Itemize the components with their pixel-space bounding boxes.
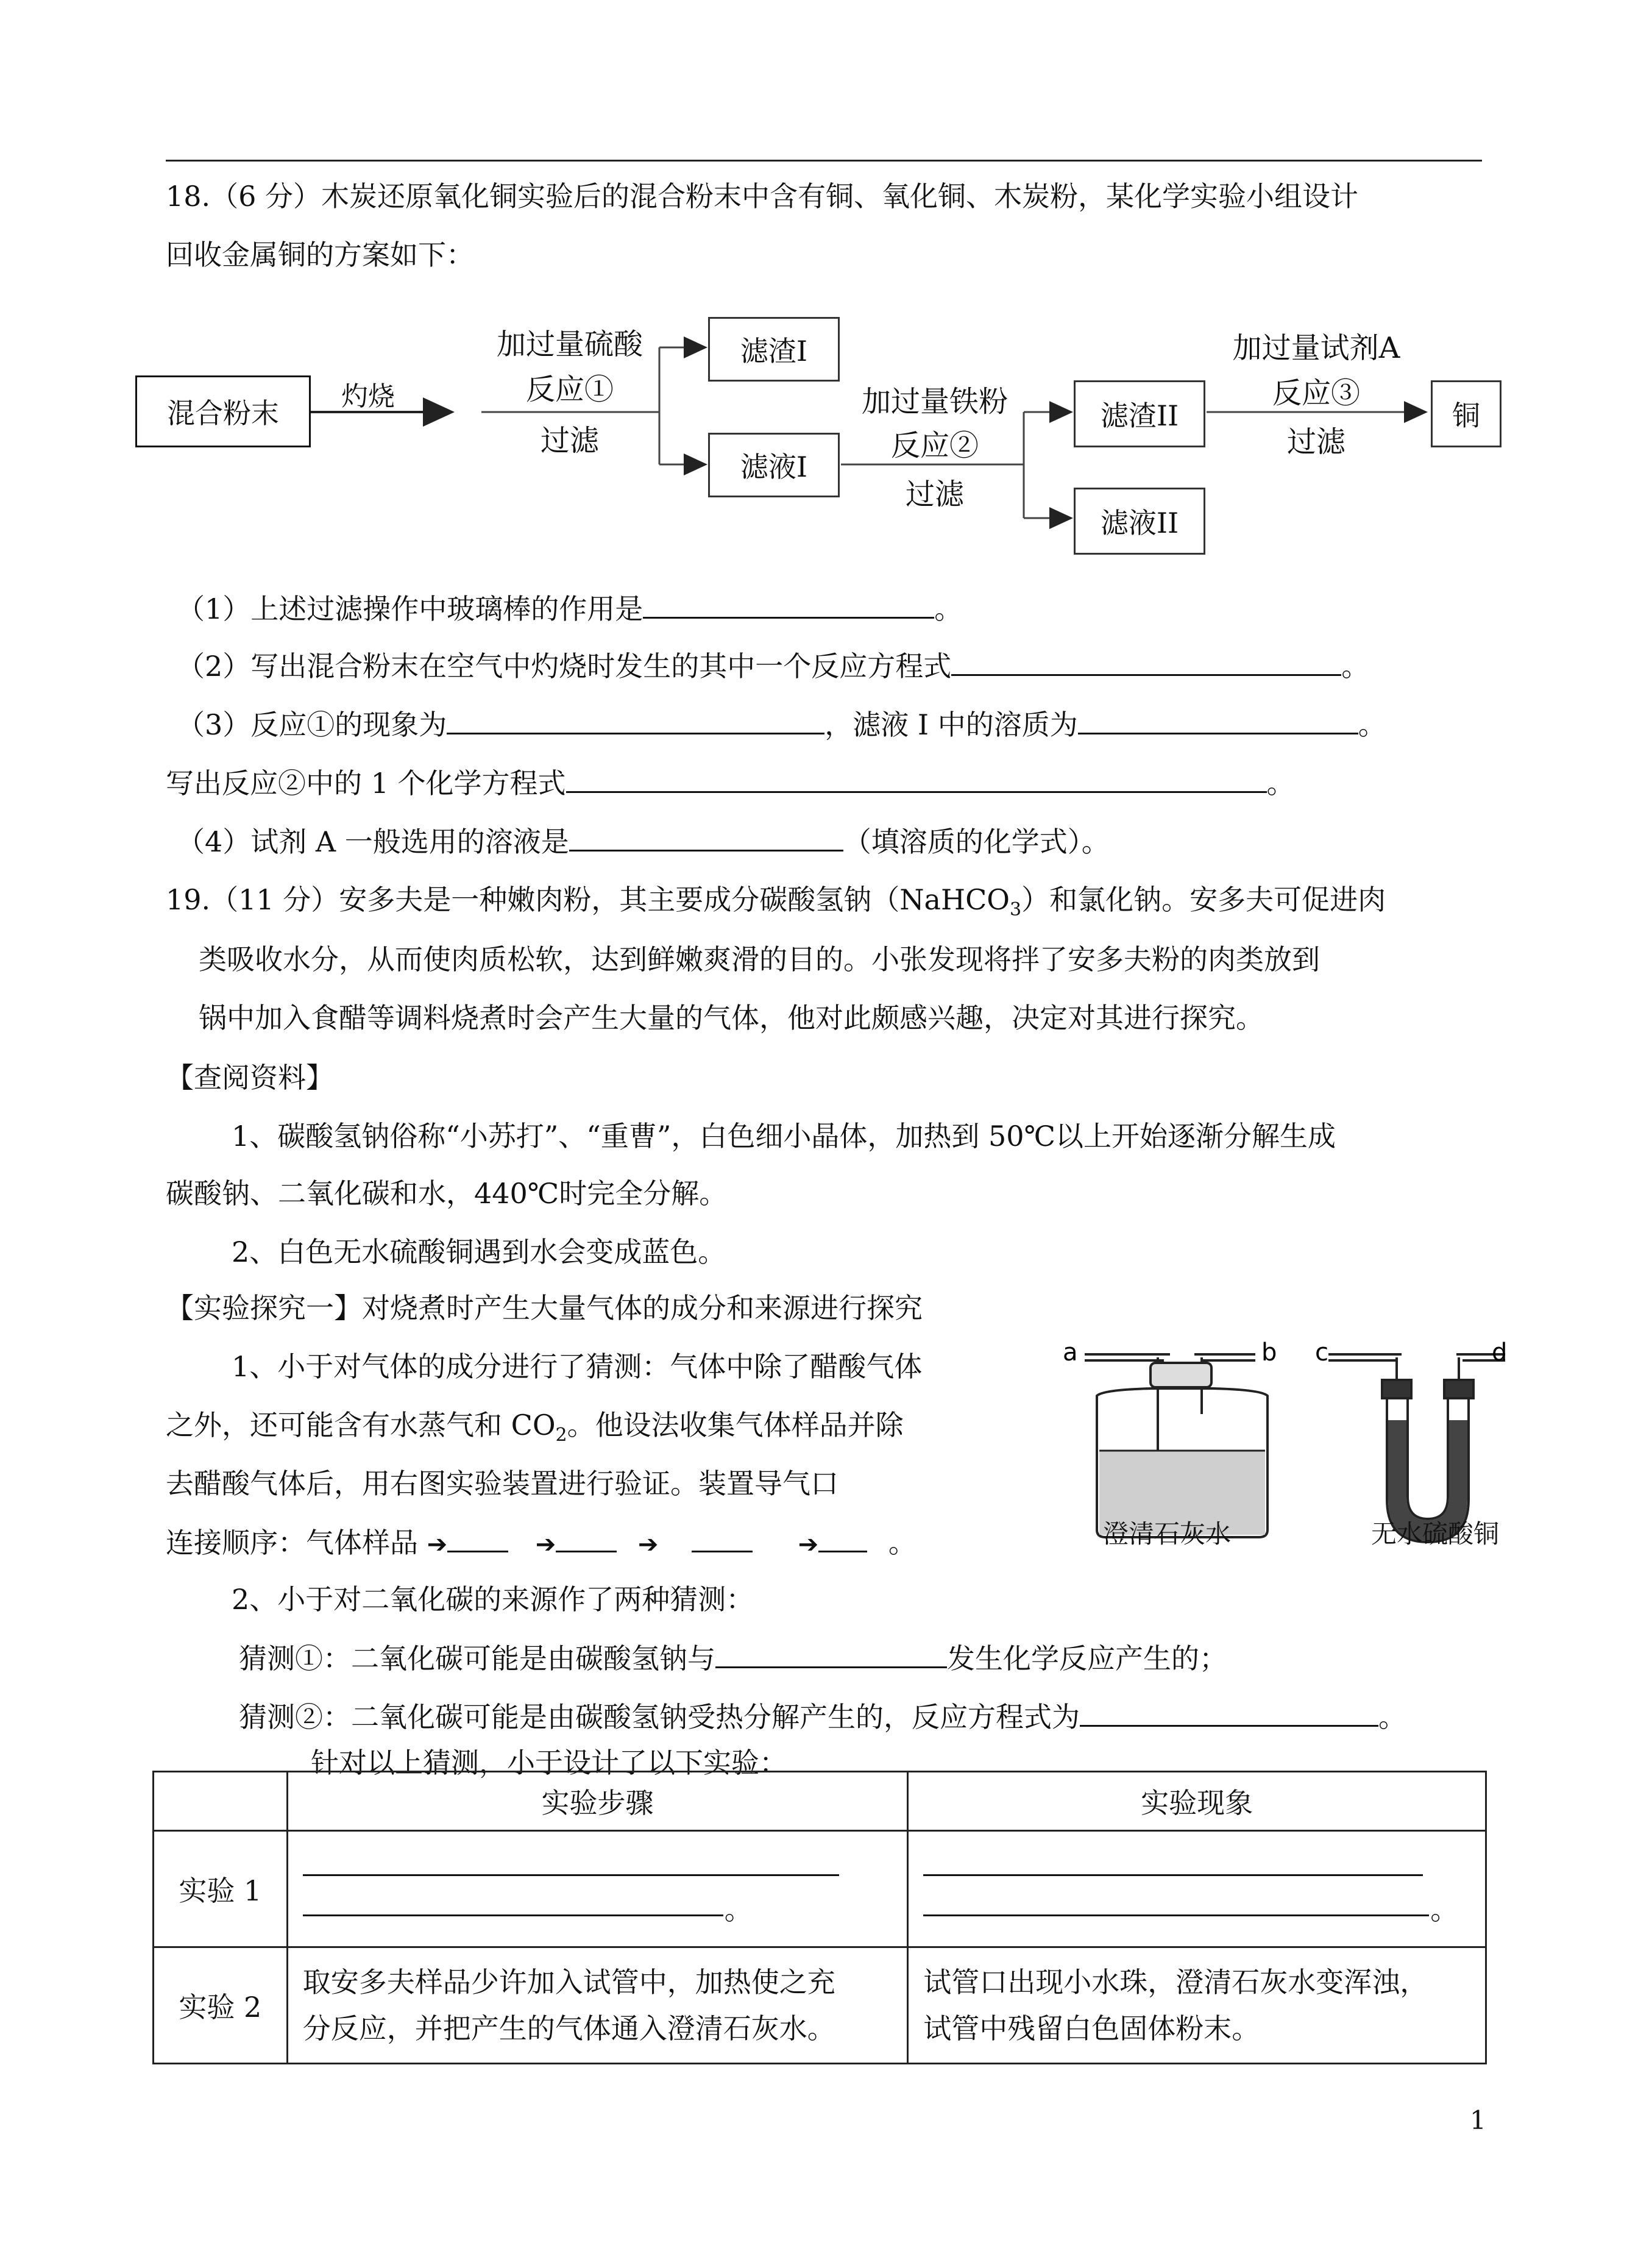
row-label-exp1: 实验 1: [154, 1831, 288, 1947]
answer-blank[interactable]: [951, 647, 1341, 676]
step2-mid: 反应②: [890, 428, 979, 463]
q18-part3-text-a: （3）反应①的现象为: [177, 708, 447, 741]
reference-1a: 1、碳酸氢钠俗称“小苏打”、“重曹”，白色细小晶体，加热到 50℃以上开始逐渐分解生成: [232, 1120, 1336, 1153]
answer-line[interactable]: [303, 1914, 723, 1916]
step2-top: 加过量铁粉: [861, 385, 1008, 419]
answer-line[interactable]: [923, 1874, 1423, 1876]
q19-line2: 类吸收水分，从而使肉质松软，达到鲜嫩爽滑的目的。小张发现将拌了安多夫粉的肉类放到: [199, 943, 1320, 976]
answer-blank[interactable]: [569, 823, 843, 851]
period: 。: [934, 592, 963, 625]
box-mixed-powder: 混合粉末: [135, 375, 311, 447]
design-intro: 针对以上猜测，小于设计了以下实验：: [311, 1746, 787, 1779]
port-a-label: a: [1063, 1338, 1078, 1367]
box-residue-1: 滤渣I: [708, 317, 840, 382]
q18-part1: [177, 590, 962, 627]
period: 。: [1358, 708, 1386, 741]
step3-bot: 过滤: [1286, 425, 1346, 459]
q19-line1-b: ）和氯化钠。安多夫可促进肉: [1021, 883, 1386, 916]
port-c-label: c: [1315, 1338, 1328, 1367]
exp2-phenomena-cell: [908, 1947, 1486, 2064]
experiment-table: [152, 1771, 1487, 2064]
answer-blank[interactable]: [715, 1640, 947, 1668]
connection-order: [166, 1524, 916, 1563]
q18-line1: 18.（6 分）木炭还原氧化铜实验后的混合粉末中含有铜、氧化铜、木炭粉，某化学实验小组设计: [166, 180, 1359, 213]
page-number: 1: [1470, 2105, 1486, 2135]
step1-bot: 过滤: [540, 424, 599, 458]
q18-part2: [177, 647, 1369, 684]
exp2-steps-line2: 分反应，并把产生的气体通入澄清石灰水。: [302, 2012, 835, 2045]
tube-label: 无水硫酸铜: [1371, 1519, 1500, 1549]
q18-part3-text-c: 写出反应②中的 1 个化学方程式: [166, 767, 566, 800]
bottle-label: 澄清石灰水: [1103, 1519, 1232, 1549]
arrow-right-icon: ➔: [798, 1530, 819, 1559]
q19-line3: 锅中加入食醋等调料烧煮时会产生大量的气体，他对此颇感兴趣，决定对其进行探究。: [199, 1001, 1264, 1034]
table-header-blank: [154, 1772, 288, 1831]
period: 。: [1341, 650, 1370, 683]
guess-source-intro: 2、小于对二氧化碳的来源作了两种猜测：: [232, 1583, 754, 1616]
q18-part2-text: （2）写出混合粉末在空气中灼烧时发生的其中一个反应方程式: [177, 650, 952, 683]
q18-part1-text: （1）上述过滤操作中玻璃棒的作用是: [177, 592, 644, 625]
table-header-steps: 实验步骤: [287, 1772, 908, 1831]
q18-part4-text-b: （填溶质的化学式）。: [843, 825, 1110, 858]
connection-order-text: 连接顺序：气体样品: [166, 1526, 418, 1559]
step1-mid: 反应①: [525, 372, 614, 407]
answer-line[interactable]: [303, 1874, 839, 1876]
arrow-right-icon: ➔: [427, 1530, 448, 1559]
period: 。: [1378, 1701, 1406, 1733]
answer-blank[interactable]: [1080, 1698, 1378, 1727]
exp2-phenomena-line1: 试管口出现小水珠，澄清石灰水变浑浊，: [923, 1966, 1428, 1999]
box-filtrate-1: 滤液I: [708, 433, 840, 497]
period: 。: [1266, 767, 1295, 800]
guess-gas-2-b: 。他设法收集气体样品并除: [567, 1409, 904, 1441]
q19-line1-a: 19.（11 分）安多夫是一种嫩肉粉，其主要成分碳酸氢钠（NaHCO: [166, 883, 1010, 916]
flowchart-connectors: [0, 0, 1638, 585]
answer-blank[interactable]: [556, 1524, 617, 1552]
exp1-steps-cell[interactable]: [287, 1831, 908, 1947]
box-residue-2: 滤渣II: [1074, 380, 1205, 447]
subscript: 3: [1010, 899, 1022, 921]
reference-heading: 【查阅资料】: [166, 1061, 334, 1094]
subscript: 2: [555, 1424, 567, 1446]
step3-top: 加过量试剂A: [1232, 331, 1400, 365]
answer-blank[interactable]: [643, 590, 934, 619]
label-burn: 灼烧: [341, 381, 395, 412]
guess-1-b: 发生化学反应产生的；: [947, 1642, 1227, 1675]
exp1-phenomena-cell[interactable]: [908, 1831, 1486, 1947]
reference-2: 2、白色无水硫酸铜遇到水会变成蓝色。: [232, 1235, 726, 1268]
box-copper: 铜: [1431, 380, 1502, 447]
experiment-1-heading: 【实验探究一】对烧煮时产生大量气体的成分和来源进行探究: [166, 1292, 923, 1324]
answer-line[interactable]: [923, 1914, 1429, 1916]
answer-blank[interactable]: [1078, 706, 1358, 734]
exp2-phenomena-line2: 试管中残留白色固体粉末。: [923, 2012, 1260, 2045]
q18-line2: 回收金属铜的方案如下：: [166, 238, 474, 271]
answer-blank[interactable]: [818, 1524, 867, 1552]
q19-line1: [166, 881, 1386, 928]
q18-part3-equation: [166, 764, 1295, 802]
period: 。: [888, 1526, 916, 1559]
guess-1-a: 猜测①：二氧化碳可能是由碳酸氢钠与: [239, 1642, 715, 1675]
exp2-steps-cell: [287, 1947, 908, 2064]
box-filtrate-2: 滤液II: [1074, 488, 1205, 555]
step3-mid: 反应③: [1272, 376, 1360, 410]
answer-blank[interactable]: [692, 1524, 753, 1552]
period: 。: [1430, 1893, 1459, 1926]
guess-1: [239, 1640, 1227, 1677]
port-b-label: b: [1261, 1338, 1277, 1367]
arrow-right-icon: ➔: [535, 1530, 556, 1559]
period: 。: [724, 1893, 753, 1926]
answer-blank[interactable]: [447, 1524, 508, 1552]
q18-part3-text-b: ，滤液 I 中的溶质为: [824, 708, 1078, 741]
guess-gas-2: [166, 1407, 904, 1454]
step2-bot: 过滤: [905, 477, 964, 511]
arrow-right-icon: ➔: [637, 1530, 659, 1559]
q18-part4: [177, 823, 1110, 860]
guess-2-text: 猜测②：二氧化碳可能是由碳酸氢钠受热分解产生的，反应方程式为: [239, 1701, 1080, 1733]
reference-1b: 碳酸钠、二氧化碳和水，440℃时完全分解。: [166, 1177, 728, 1210]
answer-blank[interactable]: [447, 706, 824, 734]
guess-gas-3: 去醋酸气体后，用右图实验装置进行验证。装置导气口: [166, 1467, 838, 1500]
guess-gas-2-a: 之外，还可能含有水蒸气和 CO: [166, 1409, 556, 1441]
q18-part3: [177, 706, 1386, 743]
table-header-phenomena: 实验现象: [908, 1772, 1486, 1831]
q18-part4-text-a: （4）试剂 A 一般选用的溶液是: [177, 825, 569, 858]
guess-gas-1: 1、小于对气体的成分进行了猜测：气体中除了醋酸气体: [232, 1350, 923, 1383]
answer-blank[interactable]: [566, 764, 1267, 793]
guess-2: [239, 1698, 1406, 1735]
row-label-exp2: 实验 2: [154, 1947, 288, 2064]
port-d-label: d: [1492, 1338, 1508, 1367]
exp2-steps-line1: 取安多夫样品少许加入试管中，加热使之充: [302, 1966, 835, 1999]
step1-top: 加过量硫酸: [496, 327, 643, 361]
